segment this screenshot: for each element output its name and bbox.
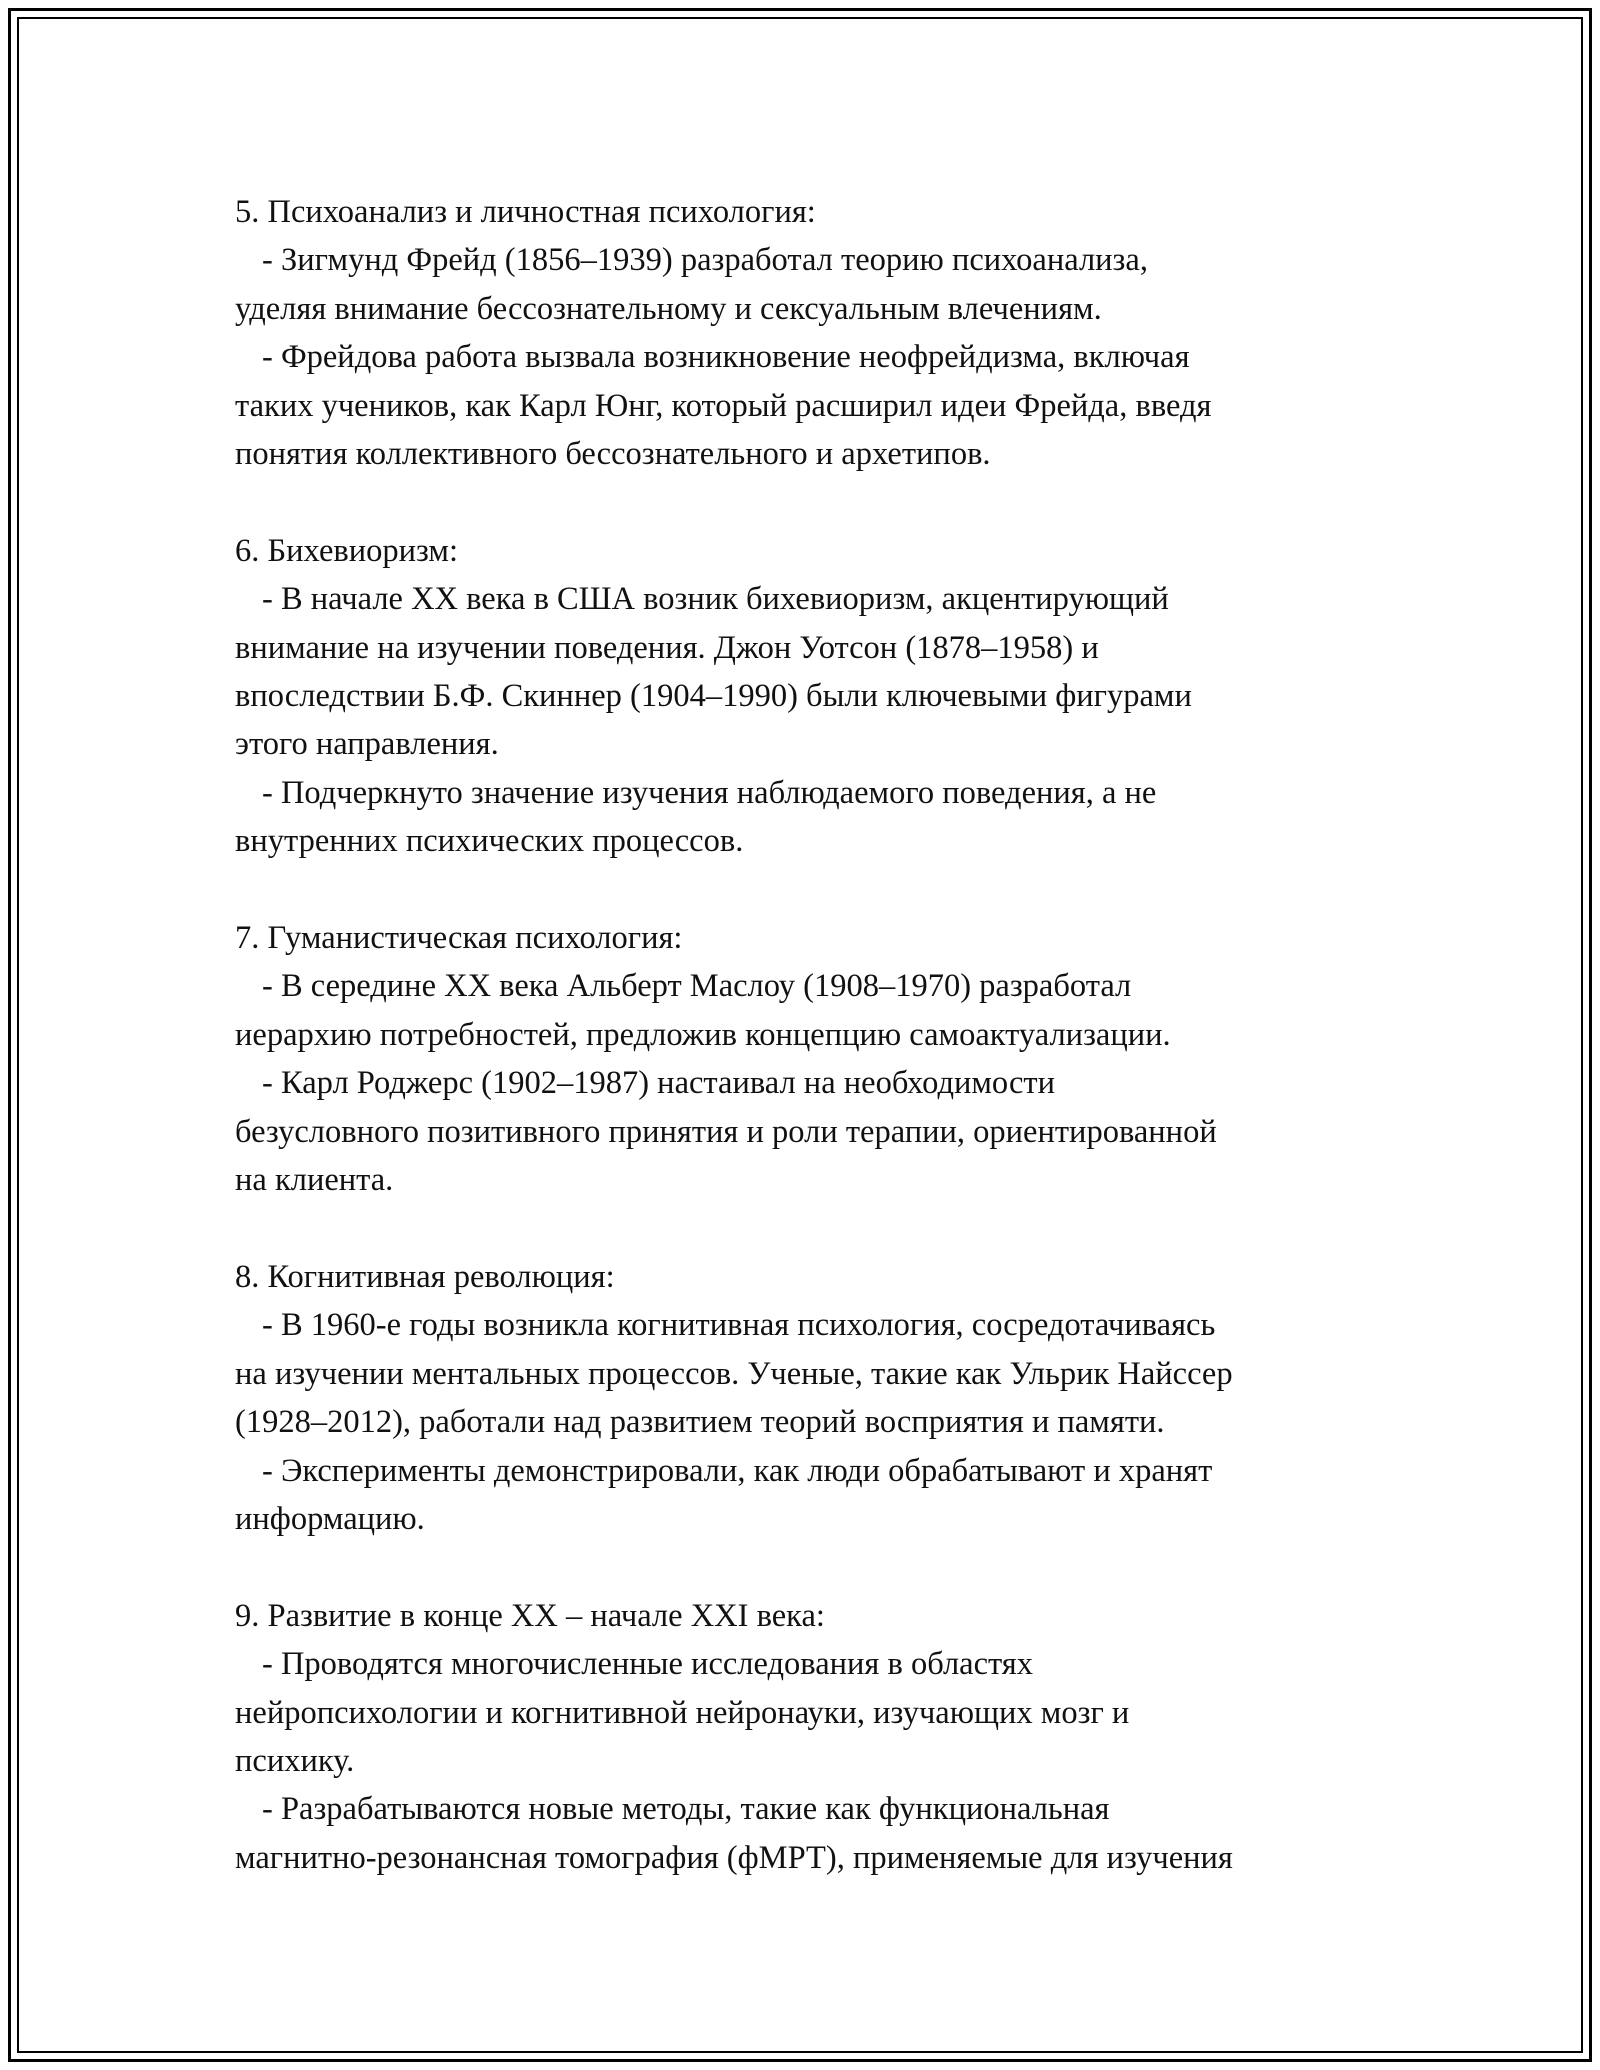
bullet-line-first <box>235 1301 1415 1349</box>
bullet-line-first <box>235 1447 1415 1495</box>
line-text: безусловного позитивного принятия и роли терапии, ориентированной <box>235 1113 1217 1150</box>
line-text: уделяя внимание бессознательному и сексуальным влечениям. <box>235 290 1102 327</box>
bullet-line-continuation <box>235 624 1415 672</box>
bullet-line-continuation <box>235 1108 1415 1156</box>
bullet-line-continuation <box>235 382 1415 430</box>
section-heading: 5. Психоанализ и личностная психология: <box>235 194 816 230</box>
bullet-line-first <box>235 769 1415 817</box>
bullet-line-first <box>235 962 1415 1010</box>
bullet-line-continuation <box>235 1398 1415 1446</box>
section <box>235 527 1415 866</box>
bullet-line-continuation <box>235 1156 1415 1204</box>
line-text: - Карл Роджерс (1902–1987) настаивал на необходимости <box>262 1065 1056 1102</box>
section-heading: 8. Когнитивная революция: <box>235 1258 615 1295</box>
section <box>235 188 1415 478</box>
bullet-line-continuation <box>235 1495 1415 1543</box>
bullet-line-continuation <box>235 1350 1415 1398</box>
bullet-line-first <box>235 1785 1415 1833</box>
line-text: нейропсихологии и когнитивной нейронауки, изучающих мозг и <box>235 1694 1130 1731</box>
line-text: психику. <box>235 1742 355 1779</box>
line-text: - В 1960-е годы возникла когнитивная психология, сосредотачиваясь <box>262 1307 1216 1344</box>
line-text: - Зигмунд Фрейд (1856–1939) разработал теорию психоанализа, <box>262 242 1148 279</box>
section-heading: 9. Развитие в конце XX – начале XXI века: <box>235 1597 825 1634</box>
line-text: на изучении ментальных процессов. Ученые, такие как Ульрик Найссер <box>235 1355 1233 1392</box>
bullet-line-continuation <box>235 430 1415 478</box>
line-text: на клиента. <box>235 1162 394 1199</box>
bullet-line-continuation <box>235 285 1415 333</box>
line-text: (1928–2012), работали над развитием теорий восприятия и памяти. <box>235 1404 1165 1441</box>
line-text: - В середине XX века Альберт Маслоу (1908–1970) разработал <box>262 968 1132 1005</box>
line-text: магнитно-резонансная томография (фМРТ), применяемые для изучения <box>235 1839 1233 1876</box>
bullet-line-first <box>235 1059 1415 1107</box>
line-text: - Эксперименты демонстрировали, как люди обрабатывают и хранят <box>262 1452 1213 1489</box>
bullet-line-continuation <box>235 1011 1415 1059</box>
line-text: - Фрейдова работа вызвала возникновение неофрейдизма, включая <box>262 339 1190 376</box>
bullet-line-first <box>235 575 1415 623</box>
section <box>235 914 1415 1204</box>
line-text: понятия коллективного бессознательного и архетипов. <box>235 436 991 473</box>
line-text: этого направления. <box>235 726 499 763</box>
line-text: - В начале XX века в США возник бихевиоризм, акцентирующий <box>262 581 1169 618</box>
line-text: внутренних психических процессов. <box>235 823 744 860</box>
bullet-line-first <box>235 1640 1415 1688</box>
bullet-line-continuation <box>235 817 1415 865</box>
line-text: - Проводятся многочисленные исследования в областях <box>262 1646 1033 1683</box>
line-text: иерархию потребностей, предложив концепцию самоактуализации. <box>235 1016 1171 1053</box>
line-text: информацию. <box>235 1500 425 1537</box>
section <box>235 1253 1415 1543</box>
line-text: таких учеников, как Карл Юнг, который расширил идеи Фрейда, введя <box>235 387 1212 424</box>
section-heading: 6. Бихевиоризм: <box>235 532 459 569</box>
section-heading: 7. Гуманистическая психология: <box>235 920 683 957</box>
bullet-line-continuation <box>235 1689 1415 1737</box>
section <box>235 1592 1415 1882</box>
document-body <box>235 188 1415 1931</box>
bullet-line-first <box>235 236 1415 284</box>
bullet-line-continuation <box>235 720 1415 768</box>
line-text: - Разрабатываются новые методы, такие как функциональная <box>262 1791 1110 1828</box>
bullet-line-continuation <box>235 1834 1415 1882</box>
bullet-line-continuation <box>235 1737 1415 1785</box>
line-text: впоследствии Б.Ф. Скиннер (1904–1990) были ключевыми фигурами <box>235 678 1192 715</box>
bullet-line-first <box>235 333 1415 381</box>
line-text: внимание на изучении поведения. Джон Уотсон (1878–1958) и <box>235 629 1099 666</box>
bullet-line-continuation <box>235 672 1415 720</box>
line-text: - Подчеркнуто значение изучения наблюдаемого поведения, а не <box>262 774 1157 811</box>
